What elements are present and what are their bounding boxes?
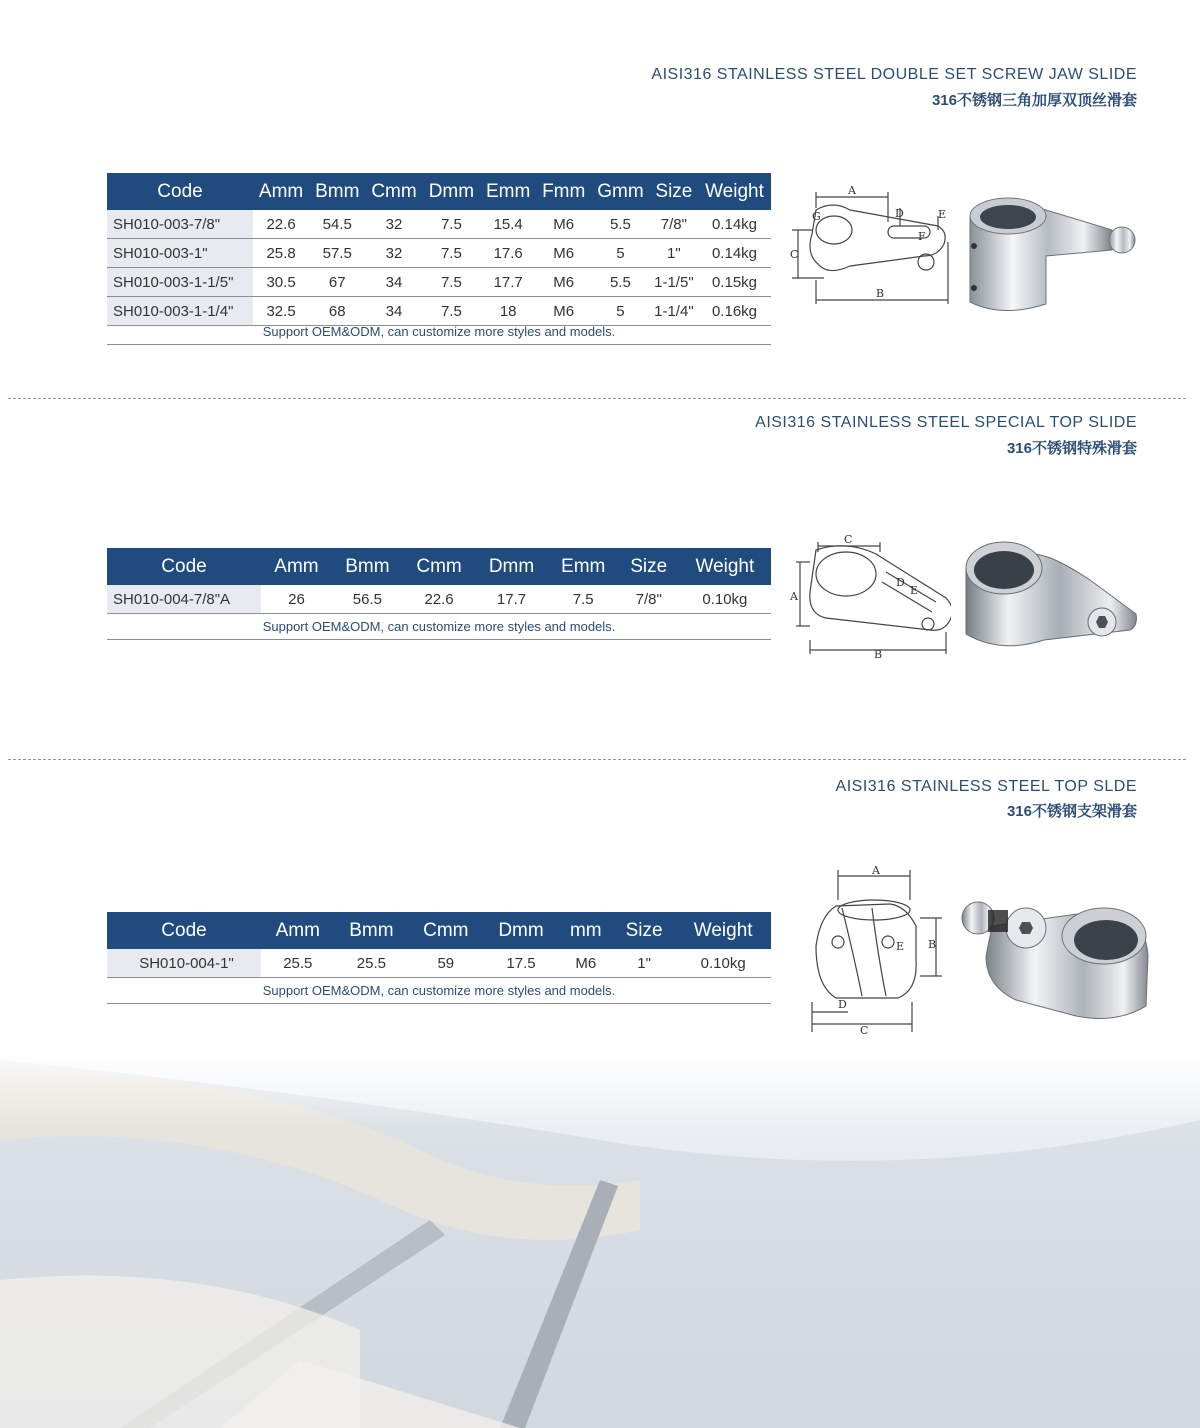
column-header: Bmm (332, 548, 403, 585)
table-cell: 5.5 (591, 210, 650, 239)
column-header: Fmm (536, 173, 591, 210)
table-cell: 17.7 (475, 585, 547, 614)
product-photo (956, 886, 1152, 1026)
table-cell: 67 (309, 268, 365, 297)
column-header: Cmm (365, 173, 422, 210)
table-cell: M6 (536, 239, 591, 268)
column-header: Size (650, 173, 698, 210)
table-cell: 0.14kg (698, 239, 771, 268)
table-cell: 25.5 (261, 949, 335, 978)
dimension-diagram (788, 182, 953, 312)
spec-table (107, 912, 771, 978)
table-cell: 18 (480, 297, 536, 326)
column-header: Dmm (423, 173, 480, 210)
diagram-label: E (938, 208, 947, 221)
section-divider (8, 759, 1186, 760)
column-header: Gmm (591, 173, 650, 210)
column-header: Amm (261, 912, 335, 949)
table-cell: 57.5 (309, 239, 365, 268)
section-divider (8, 398, 1186, 399)
column-header: Weight (698, 173, 771, 210)
section-title-en: AISI316 STAINLESS STEEL SPECIAL TOP SLIDE (755, 414, 1137, 431)
column-header: Emm (480, 173, 536, 210)
diagram-label: F (918, 230, 926, 243)
table-cell: 34 (365, 297, 422, 326)
table-cell: 68 (309, 297, 365, 326)
diagram-label: D (896, 576, 905, 589)
table-cell: 17.6 (480, 239, 536, 268)
table-row (107, 949, 771, 978)
section-title-en: AISI316 STAINLESS STEEL TOP SLDE (835, 778, 1137, 795)
table-cell: M6 (559, 949, 613, 978)
section-title-en: AISI316 STAINLESS STEEL DOUBLE SET SCREW JAW SLIDE (651, 66, 1137, 83)
section-title-cn: 316不锈钢支架滑套 (1006, 803, 1137, 820)
support-note: Support OEM&ODM, can customize more styles and models. (107, 983, 771, 1004)
diagram-label: B (928, 938, 937, 951)
column-header: Cmm (408, 912, 483, 949)
table-cell: 32.5 (253, 297, 309, 326)
dimension-diagram (786, 532, 951, 662)
table-cell: 7.5 (423, 210, 480, 239)
diagram-label: A (790, 590, 798, 603)
table-cell: 0.16kg (698, 297, 771, 326)
column-header: Size (613, 912, 675, 949)
table-cell: 7.5 (548, 585, 619, 614)
table-cell: 0.10kg (675, 949, 771, 978)
diagram-label: A (848, 184, 856, 197)
table-cell: 54.5 (309, 210, 365, 239)
table-cell: 5 (591, 297, 650, 326)
table-cell: 22.6 (253, 210, 309, 239)
product-photo (962, 192, 1142, 318)
background-boat-photo (0, 1030, 1200, 1428)
code-cell: SH010-003-7/8" (107, 210, 253, 239)
diagram-label: B (876, 287, 885, 300)
table-cell: 7/8" (650, 210, 698, 239)
table-cell: M6 (536, 268, 591, 297)
diagram-label: E (910, 584, 919, 597)
diagram-label: A (872, 866, 880, 877)
table-cell: 7.5 (423, 297, 480, 326)
column-header: Code (107, 548, 261, 585)
table-cell: 1-1/4" (650, 297, 698, 326)
table-cell: 30.5 (253, 268, 309, 297)
column-header: Dmm (475, 548, 547, 585)
column-header: Code (107, 912, 261, 949)
table-row (107, 585, 771, 614)
spec-table (107, 173, 771, 326)
code-cell: SH010-003-1-1/4" (107, 297, 253, 326)
diagram-label: B (874, 648, 883, 661)
table-cell: 17.7 (480, 268, 536, 297)
column-header: Dmm (483, 912, 558, 949)
table-cell: 22.6 (403, 585, 475, 614)
table-cell: 0.10kg (679, 585, 771, 614)
table-row (107, 297, 771, 326)
column-header: Size (619, 548, 679, 585)
table-header-row (107, 173, 771, 210)
table-cell: 32 (365, 210, 422, 239)
table-cell: 32 (365, 239, 422, 268)
table-cell: 0.15kg (698, 268, 771, 297)
diagram-label: G (812, 210, 821, 223)
diagram-label: C (790, 248, 799, 261)
table-cell: 7/8" (619, 585, 679, 614)
table-cell: 26 (261, 585, 332, 614)
table-row (107, 210, 771, 239)
table-header-row (107, 912, 771, 949)
table-cell: 15.4 (480, 210, 536, 239)
table-cell: 1" (650, 239, 698, 268)
table-cell: 7.5 (423, 268, 480, 297)
table-cell: M6 (536, 297, 591, 326)
table-cell: 0.14kg (698, 210, 771, 239)
section-title-cn: 316不锈钢特殊滑套 (1006, 440, 1137, 457)
table-cell: 25.5 (335, 949, 409, 978)
column-header: mm (559, 912, 613, 949)
table-cell: 17.5 (483, 949, 558, 978)
column-header: Emm (548, 548, 619, 585)
table-cell: 5.5 (591, 268, 650, 297)
column-header: Code (107, 173, 253, 210)
diagram-label: C (844, 533, 853, 546)
column-header: Cmm (403, 548, 475, 585)
column-header: Bmm (309, 173, 365, 210)
code-cell: SH010-004-7/8"A (107, 585, 261, 614)
column-header: Amm (253, 173, 309, 210)
column-header: Amm (261, 548, 332, 585)
support-note: Support OEM&ODM, can customize more styles and models. (107, 324, 771, 345)
table-row (107, 268, 771, 297)
table-cell: 25.8 (253, 239, 309, 268)
column-header: Bmm (335, 912, 409, 949)
support-note: Support OEM&ODM, can customize more styles and models. (107, 619, 771, 640)
table-header-row (107, 548, 771, 585)
table-cell: 5 (591, 239, 650, 268)
diagram-label: D (895, 207, 904, 220)
table-cell: M6 (536, 210, 591, 239)
table-cell: 56.5 (332, 585, 403, 614)
table-row (107, 239, 771, 268)
diagram-label: C (860, 1024, 869, 1036)
table-cell: 1-1/5" (650, 268, 698, 297)
table-cell: 7.5 (423, 239, 480, 268)
code-cell: SH010-004-1" (107, 949, 261, 978)
table-cell: 59 (408, 949, 483, 978)
product-photo (960, 530, 1140, 656)
code-cell: SH010-003-1" (107, 239, 253, 268)
table-cell: 1" (613, 949, 675, 978)
section-title-cn: 316不锈钢三角加厚双顶丝滑套 (931, 92, 1137, 109)
diagram-label: D (838, 998, 847, 1011)
table-cell: 34 (365, 268, 422, 297)
column-header: Weight (675, 912, 771, 949)
dimension-diagram (802, 866, 952, 1036)
spec-table (107, 548, 771, 614)
code-cell: SH010-003-1-1/5" (107, 268, 253, 297)
column-header: Weight (679, 548, 771, 585)
diagram-label: E (896, 940, 905, 953)
